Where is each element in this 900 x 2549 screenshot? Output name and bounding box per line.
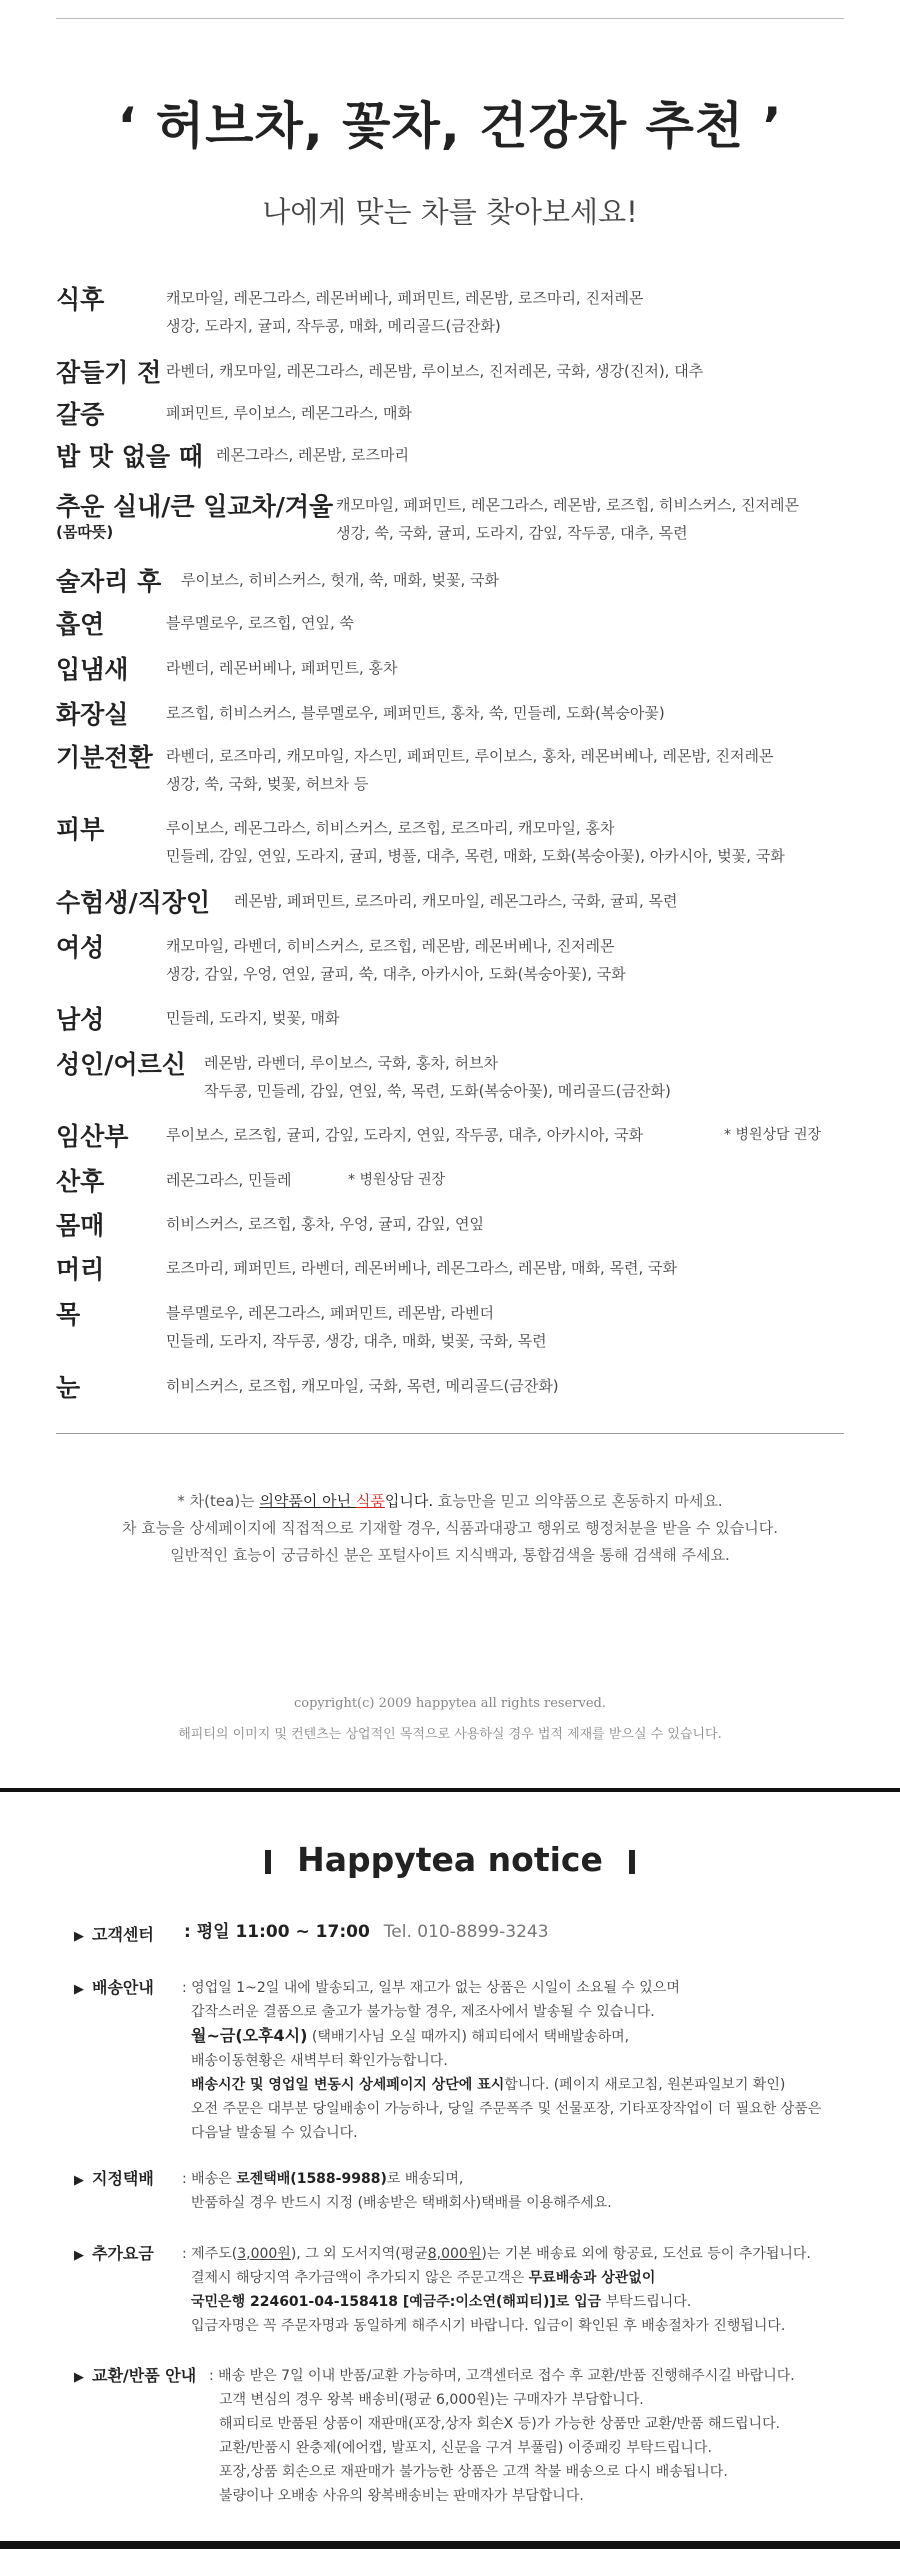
rec-teas-line: 블루멜로우, 레몬그라스, 페퍼민트, 레몬밤, 라벤더 xyxy=(166,1304,494,1322)
disclaimer-line xyxy=(0,1488,900,1515)
disclaimer-line: 차 효능을 상세페이지에 직접적으로 기재할 경우, 식품과대광고 행위로 행정처분을 받을 수 있습니다. xyxy=(121,1519,779,1537)
fee-emphasis: 무료배송과 상관없이 xyxy=(528,2270,656,2286)
rec-teas-line: 라벤더, 레몬버베나, 페퍼민트, 홍차 xyxy=(166,659,398,677)
shipping-label xyxy=(74,1975,154,1998)
disclaimer-highlight: 의약품이 아닌 xyxy=(259,1492,356,1510)
rec-teas-line: 민들레, 감잎, 연잎, 도라지, 귤피, 병풀, 대추, 목련, 매화, 도화(복숭아꽃), 아카시아, 벚꽃, 국화 xyxy=(166,847,785,865)
courier-body xyxy=(182,2167,612,2215)
rec-category: 목 xyxy=(56,1300,81,1329)
rec-category: 갈증 xyxy=(56,400,105,429)
rec-note: * 병원상담 권장 xyxy=(724,1127,822,1143)
rec-teas xyxy=(166,932,626,988)
rec-teas-line: 민들레, 도라지, 작두콩, 생강, 대추, 매화, 벚꽃, 국화, 목련 xyxy=(166,1332,547,1350)
page-title: ‘ 허브차, 꽃차, 건강차 추천 ’ xyxy=(117,97,783,155)
rec-teas-line: 생강, 감잎, 우엉, 연잎, 귤피, 쑥, 대추, 아카시아, 도화(복숭아꽃), 국화 xyxy=(166,965,626,983)
rec-teas xyxy=(336,491,799,547)
rec-teas xyxy=(166,1372,559,1400)
shipping-line: 오전 주문은 대부분 당일배송이 가능하나, 당일 주문폭주 및 선물포장, 기타포장작업이 더 필요한 상품은 xyxy=(191,2101,822,2117)
shipping-text: 합니다. (페이지 새로고침, 원본파일보기 확인) xyxy=(504,2077,786,2093)
shipping-line xyxy=(182,2024,821,2049)
shipping-line: : 영업일 1~2일 내에 발송되고, 일부 재고가 없는 상품은 시일이 소요될 수 있으며 xyxy=(182,1980,680,1996)
fee-text: 결제시 해당지역 추가금액이 추가되지 않은 주문고객은 xyxy=(191,2270,529,2286)
rec-teas-line: 블루멜로우, 로즈힙, 연잎, 쑥 xyxy=(166,614,354,632)
customer-center-info xyxy=(184,1920,549,1945)
rec-teas-line: 생강, 쑥, 국화, 귤피, 도라지, 감잎, 작두콩, 대추, 목련 xyxy=(336,524,688,542)
extra-fee-body xyxy=(182,2242,811,2338)
rec-category: 머리 xyxy=(56,1255,105,1284)
fee-text: 부탁드립니다. xyxy=(601,2294,692,2310)
extra-fee-line: 입금자명은 꼭 주문자명과 동일하게 해주시기 바랍니다. 입금이 확인된 후 배송절차가 진행됩니다. xyxy=(191,2318,786,2334)
rec-teas xyxy=(166,742,773,798)
returns-line: : 배송 받은 7일 이내 반품/교환 가능하며, 고객센터로 접수 후 교환/반품 진행해주시길 바랍니다. xyxy=(209,2368,795,2384)
triangle-icon: ▶ xyxy=(74,2370,84,2385)
rec-category: 밥 맛 없을 때 xyxy=(56,442,203,471)
rec-teas xyxy=(234,887,678,915)
rec-teas xyxy=(166,699,665,727)
shipping-line: 배송이동현황은 새벽부터 확인가능합니다. xyxy=(191,2053,448,2069)
rec-teas-line: 로즈마리, 페퍼민트, 라벤더, 레몬버베나, 레몬그라스, 레몬밤, 매화, 목련, 국화 xyxy=(166,1259,677,1277)
rec-teas-line: 캐모마일, 레몬그라스, 레몬버베나, 페퍼민트, 레몬밤, 로즈마리, 진저레몬 xyxy=(166,289,644,307)
heading-bar-left xyxy=(265,1850,271,1874)
customer-center-label xyxy=(74,1922,154,1945)
returns-line: 불량이나 오배송 사유의 왕복배송비는 판매자가 부담합니다. xyxy=(219,2488,584,2504)
top-divider xyxy=(56,18,844,19)
rec-category: 잠들기 전 xyxy=(56,358,162,387)
rec-teas-line: 히비스커스, 로즈힙, 홍차, 우엉, 귤피, 감잎, 연잎 xyxy=(166,1215,485,1233)
phone-number: Tel. 010-8899-3243 xyxy=(383,1922,549,1942)
rec-teas-line: 캐모마일, 라벤더, 히비스커스, 로즈힙, 레몬밤, 레몬버베나, 진저레몬 xyxy=(166,937,615,955)
extra-fee-line: : 제주도(3,000원), 그 외 도서지역(평균8,000원)는 기본 배송료 외에 항공료, 도선료 등이 추가됩니다. xyxy=(182,2246,811,2262)
rec-teas xyxy=(166,654,397,682)
rec-teas xyxy=(166,399,412,427)
courier-name: 로젠택배(1588-9988) xyxy=(236,2171,387,2187)
rec-teas-line: 레몬그라스, 레몬밤, 로즈마리 xyxy=(216,446,409,464)
rec-category: 수험생/직장인 xyxy=(56,888,211,917)
shipping-text: (택배기사님 오실 때까지) 해피티에서 택배발송하며, xyxy=(307,2029,630,2045)
rec-category: 임산부 xyxy=(56,1122,129,1151)
disclaimer-highlight-red: 식품 xyxy=(355,1492,385,1510)
rec-category: 산후 xyxy=(56,1167,105,1196)
rec-teas-line: 레몬밤, 페퍼민트, 로즈마리, 캐모마일, 레몬그라스, 국화, 귤피, 목련 xyxy=(234,892,678,910)
rec-teas-line: 라벤더, 로즈마리, 캐모마일, 자스민, 페퍼민트, 루이보스, 홍차, 레몬버베나, 레몬밤, 진저레몬 xyxy=(166,747,774,765)
page-subtitle: 나에게 맞는 차를 찾아보세요! xyxy=(262,195,638,229)
bank-account: 국민은행 224601-04-158418 [예금주:이소연(해피티)]로 입금 xyxy=(191,2294,602,2310)
disclaimer-text: * 차(tea)는 xyxy=(177,1492,260,1510)
shipping-emphasis: 배송시간 및 영업일 변동시 상세페이지 상단에 표시 xyxy=(191,2077,505,2093)
copyright-notice: 해피티의 이미지 및 컨텐츠는 상업적인 목적으로 사용하실 경우 법적 제재를 받으실 수 있습니다. xyxy=(178,1727,722,1742)
rec-category: 추운 실내/큰 일교차/겨울 xyxy=(56,492,334,521)
rec-category: 입냄새 xyxy=(56,655,129,684)
rec-category: 남성 xyxy=(56,1005,105,1034)
triangle-icon: ▶ xyxy=(74,1929,84,1944)
rec-teas xyxy=(204,1049,671,1105)
rec-teas xyxy=(166,1254,677,1282)
label-text: 교환/반품 안내 xyxy=(92,2366,197,2385)
island-fee: 8,000원 xyxy=(427,2246,482,2262)
rec-teas xyxy=(166,814,785,870)
courier-label xyxy=(74,2166,154,2189)
rec-teas-line: 민들레, 도라지, 벚꽃, 매화 xyxy=(166,1009,340,1027)
rec-teas xyxy=(166,357,703,385)
extra-fee-line xyxy=(182,2266,811,2290)
courier-text: 로 배송되며, xyxy=(386,2171,464,2187)
rec-category: 기분전환 xyxy=(56,743,153,772)
rec-teas-line: 레몬밤, 라벤더, 루이보스, 국화, 홍차, 허브차 xyxy=(204,1054,499,1072)
disclaimer-text: 입니다. xyxy=(384,1492,434,1510)
rec-category: 여성 xyxy=(56,933,105,962)
rec-teas-line: 생강, 쑥, 국화, 벚꽃, 허브차 등 xyxy=(166,775,369,793)
courier-line: : 배송은 로젠택배(1588-9988)로 배송되며, xyxy=(182,2171,464,2187)
returns-body xyxy=(209,2364,795,2508)
extra-fee-line xyxy=(182,2290,811,2314)
notice-heading xyxy=(0,1840,900,1879)
rec-category: 흡연 xyxy=(56,610,105,639)
rec-teas xyxy=(166,1210,484,1238)
returns-label xyxy=(74,2363,196,2386)
rec-category: 화장실 xyxy=(56,700,129,729)
rec-category: 눈 xyxy=(56,1373,81,1402)
rec-teas-line: 히비스커스, 로즈힙, 캐모마일, 국화, 목련, 메리골드(금잔화) xyxy=(166,1377,559,1395)
copyright: copyright(c) 2009 happytea all rights reserved. xyxy=(293,1696,607,1711)
shipping-line xyxy=(182,2073,821,2097)
heading-bar-right xyxy=(629,1850,635,1874)
rec-teas xyxy=(166,1121,643,1149)
fee-text: )는 기본 배송료 외에 항공료, 도선료 등이 추가됩니다. xyxy=(481,2246,811,2262)
bottom-divider xyxy=(0,2541,900,2549)
shipping-text: 영업일 1~2일 내에 발송되고, 일부 재고가 없는 상품은 시일이 소요될 수 있으며 xyxy=(191,1980,680,1996)
triangle-icon: ▶ xyxy=(74,2248,84,2263)
rec-category: 몸매 xyxy=(56,1211,105,1240)
rec-category: 술자리 후 xyxy=(56,567,162,596)
courier-text: 배송은 xyxy=(191,2171,237,2187)
triangle-icon: ▶ xyxy=(74,1982,84,1997)
rec-teas-line: 작두콩, 민들레, 감잎, 연잎, 쑥, 목련, 도화(복숭아꽃), 메리골드(금잔화) xyxy=(204,1082,671,1100)
rec-teas-line: 로즈힙, 히비스커스, 블루멜로우, 페퍼민트, 홍차, 쑥, 민들레, 도화(복숭아꽃) xyxy=(166,704,665,722)
rec-teas-line: 라벤더, 캐모마일, 레몬그라스, 레몬밤, 루이보스, 진저레몬, 국화, 생강(진저), 대추 xyxy=(166,362,704,380)
triangle-icon: ▶ xyxy=(74,2173,84,2188)
rec-teas xyxy=(181,566,499,594)
notice-title: Happytea notice xyxy=(297,1840,603,1879)
rec-category: 성인/어르신 xyxy=(56,1050,186,1079)
returns-line: 해피티로 반품된 상품이 재판매(포장,상자 회손X 등)가 가능한 상품만 교환/반품 해드립니다. xyxy=(219,2416,781,2432)
rec-category: 피부 xyxy=(56,815,105,844)
label-text: 고객센터 xyxy=(92,1925,154,1944)
returns-line: 교환/반품시 완충제(에어캡, 발포지, 신문을 구겨 부풀림) 이중패킹 부탁드립니다. xyxy=(219,2440,712,2456)
rec-teas-line: 레몬그라스, 민들레 xyxy=(166,1171,292,1189)
rec-teas xyxy=(166,284,643,340)
shipping-hours: 월~금(오후4시) xyxy=(191,2026,308,2045)
rec-teas-line: 생강, 도라지, 귤피, 작두콩, 매화, 메리골드(금잔화) xyxy=(166,317,501,335)
rec-teas-line: 루이보스, 레몬그라스, 히비스커스, 로즈힙, 로즈마리, 캐모마일, 홍차 xyxy=(166,819,615,837)
courier-line: 반품하실 경우 반드시 지정 (배송받은 택배회사)택배를 이용해주세요. xyxy=(191,2195,612,2211)
notice-divider xyxy=(0,1788,900,1792)
rec-teas xyxy=(166,1299,547,1355)
disclaimer-text: 효능만을 믿고 의약품으로 혼동하지 마세요. xyxy=(433,1492,723,1510)
rec-category-sub: (몸따뜻) xyxy=(56,523,114,541)
jeju-fee: 3,000원 xyxy=(237,2246,291,2262)
fee-text: 제주도( xyxy=(191,2246,238,2262)
rec-teas-line: 루이보스, 히비스커스, 헛개, 쑥, 매화, 벚꽃, 국화 xyxy=(181,571,500,589)
rec-teas xyxy=(166,1004,340,1032)
label-text: 추가요금 xyxy=(92,2244,154,2263)
rec-category: 식후 xyxy=(56,285,105,314)
rec-teas-line: 페퍼민트, 루이보스, 레몬그라스, 매화 xyxy=(166,404,412,422)
label-text: 지정택배 xyxy=(92,2169,154,2188)
shipping-body xyxy=(182,1976,821,2145)
fee-text: ), 그 외 도서지역(평균 xyxy=(290,2246,428,2262)
disclaimer-line: 일반적인 효능이 궁금하신 분은 포털사이트 지식백과, 통합검색을 통해 검색해 주세요. xyxy=(170,1546,730,1564)
rec-teas xyxy=(216,441,409,469)
shipping-line: 다음날 발송될 수 있습니다. xyxy=(191,2125,358,2141)
business-hours: : 평일 11:00 ~ 17:00 xyxy=(184,1922,370,1942)
label-text: 배송안내 xyxy=(92,1978,154,1997)
rec-teas-line: 루이보스, 로즈힙, 귤피, 감잎, 도라지, 연잎, 작두콩, 대추, 아카시아, 국화 xyxy=(166,1126,644,1144)
rec-teas xyxy=(166,1166,291,1194)
section-divider xyxy=(56,1433,844,1434)
returns-line: 고객 변심의 경우 왕복 배송비(평균 6,000원)는 구매자가 부담합니다. xyxy=(219,2392,644,2408)
rec-note: * 병원상담 권장 xyxy=(348,1172,446,1188)
disclaimer xyxy=(0,1488,900,1569)
rec-teas xyxy=(166,609,354,637)
shipping-line: 갑작스러운 결품으로 출고가 불가능할 경우, 제조사에서 발송될 수 있습니다. xyxy=(191,2004,655,2020)
extra-fee-label xyxy=(74,2241,154,2264)
returns-line: 포장,상품 회손으로 재판매가 불가능한 상품은 고객 착불 배송으로 다시 배송됩니다. xyxy=(219,2464,728,2480)
rec-teas-line: 캐모마일, 페퍼민트, 레몬그라스, 레몬밤, 로즈힙, 히비스커스, 진저레몬 xyxy=(336,496,799,514)
